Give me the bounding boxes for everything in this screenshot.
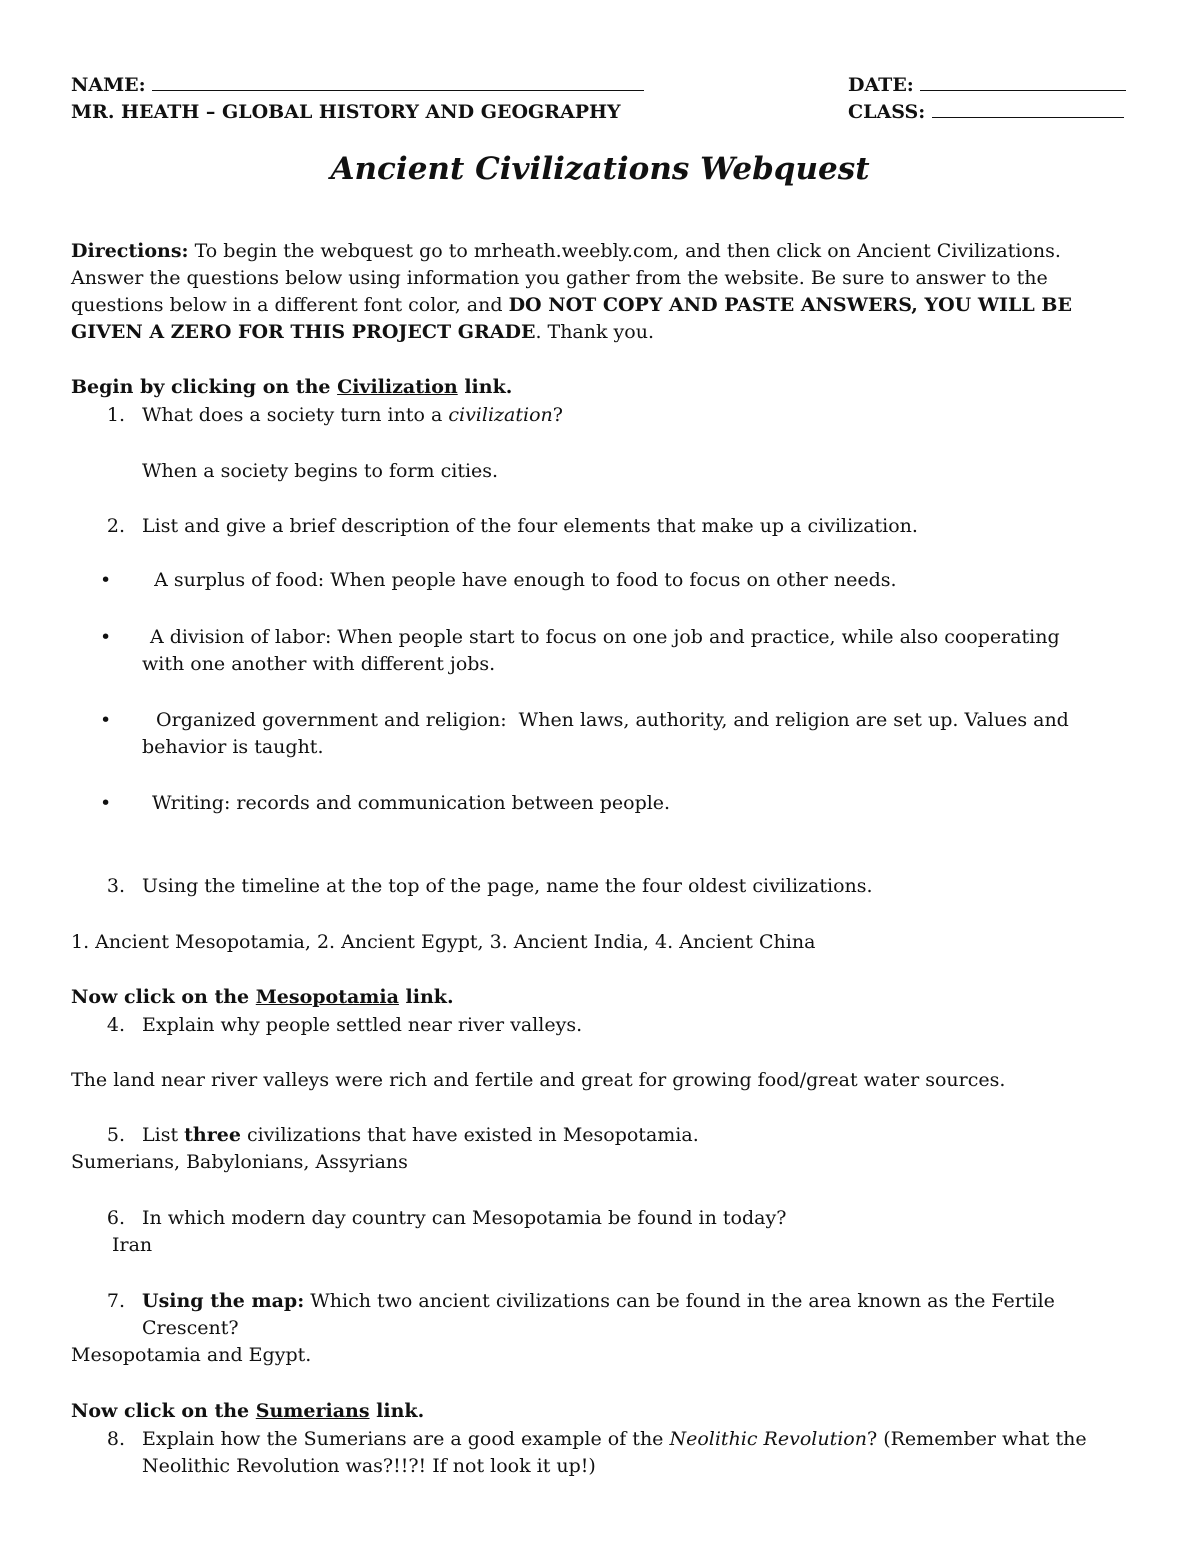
question-text-bold: Using the map:	[142, 1290, 305, 1312]
directions-line-2: Answer the questions below using information you gather from the website. Be sure to answer to the	[71, 267, 1048, 289]
question-text: Explain why people settled near river valleys.	[142, 1014, 583, 1036]
directions-line-3	[71, 292, 1072, 319]
bullet-icon: •	[100, 569, 112, 591]
question-text	[142, 1426, 1087, 1453]
bullet-icon: •	[100, 709, 112, 731]
answer-2-item-4: Writing: records and communication between people.	[152, 792, 671, 814]
question-number: 6.	[106, 1207, 125, 1229]
question-number: 8.	[106, 1428, 125, 1450]
mesopotamia-link[interactable]: Mesopotamia	[255, 986, 399, 1008]
question-text	[142, 1122, 699, 1149]
date-blank[interactable]	[920, 89, 1126, 91]
bullet-icon: •	[100, 626, 112, 648]
question-number: 7.	[106, 1290, 125, 1312]
directions-warning-2: GIVEN A ZERO FOR THIS PROJECT GRADE	[71, 321, 536, 343]
answer-5: Sumerians, Babylonians, Assyrians	[71, 1151, 408, 1173]
question-number: 5.	[106, 1124, 125, 1146]
answer-1: When a society begins to form cities.	[142, 460, 499, 482]
question-number: 4.	[106, 1014, 125, 1036]
directions-label: Directions:	[71, 240, 189, 262]
question-text-a: Explain how the Sumerians are a good example of the	[142, 1428, 670, 1450]
name-blank[interactable]	[152, 89, 644, 91]
section-heading-pre: Begin by clicking on the	[71, 376, 338, 398]
question-number: 3.	[106, 875, 125, 897]
answer-2-item-2: A division of labor: When people start to focus on one job and practice, while also cooperating	[150, 626, 1060, 648]
class-blank[interactable]	[932, 116, 1124, 118]
answer-6: Iran	[112, 1234, 153, 1256]
directions-text-4: . Thank you.	[535, 321, 654, 343]
section-heading-mesopotamia	[71, 984, 454, 1011]
answer-2-item-2-cont: with one another with different jobs.	[142, 653, 496, 675]
section-heading-pre: Now click on the	[71, 986, 256, 1008]
section-heading-sumerians	[71, 1398, 424, 1425]
section-heading-post: link.	[457, 376, 513, 398]
directions-text-3: questions below in a different font color, and	[71, 294, 509, 316]
question-text-b: civilizations that have existed in Mesopotamia.	[240, 1124, 699, 1146]
question-text-bold: three	[184, 1124, 241, 1146]
answer-3: 1. Ancient Mesopotamia, 2. Ancient Egypt, 3. Ancient India, 4. Ancient China	[71, 931, 816, 953]
question-text-a: Which two ancient civilizations can be found in the area known as the Fertile	[304, 1290, 1055, 1312]
question-text-b: ? (Remember what the	[866, 1428, 1087, 1450]
section-heading-civilization	[71, 374, 512, 401]
question-text-a: What does a society turn into a	[142, 404, 449, 426]
question-text: List and give a brief description of the four elements that make up a civilization.	[142, 515, 918, 537]
page-title: Ancient Civilizations Webquest	[330, 151, 870, 187]
civilization-link[interactable]: Civilization	[337, 376, 458, 398]
question-text-italic: Neolithic Revolution	[669, 1428, 867, 1450]
question-8-cont: Neolithic Revolution was?!!?! If not look it up!)	[142, 1455, 596, 1477]
class-label: CLASS:	[848, 101, 926, 123]
question-7-cont: Crescent?	[142, 1317, 239, 1339]
name-field	[71, 72, 644, 99]
question-number: 2.	[106, 515, 125, 537]
date-field	[848, 72, 1126, 99]
answer-2-item-3-cont: behavior is taught.	[142, 736, 324, 758]
section-heading-post: link.	[369, 1400, 425, 1422]
course-title: MR. HEATH – GLOBAL HISTORY AND GEOGRAPHY	[71, 101, 621, 123]
name-label: NAME:	[71, 74, 146, 96]
question-number: 1.	[106, 404, 125, 426]
question-text: In which modern day country can Mesopotamia be found in today?	[142, 1207, 787, 1229]
date-label: DATE:	[848, 74, 914, 96]
directions-warning-1: DO NOT COPY AND PASTE ANSWERS, YOU WILL BE	[508, 294, 1072, 316]
question-text	[142, 402, 563, 429]
directions-line-4	[71, 319, 654, 346]
answer-2-item-3: Organized government and religion: When laws, authority, and religion are set up. Values and	[150, 709, 1069, 731]
class-field	[848, 99, 1124, 126]
sumerians-link[interactable]: Sumerians	[255, 1400, 370, 1422]
answer-7: Mesopotamia and Egypt.	[71, 1344, 312, 1366]
question-text	[142, 1288, 1055, 1315]
bullet-icon: •	[100, 792, 112, 814]
section-heading-post: link.	[398, 986, 454, 1008]
question-text: Using the timeline at the top of the page, name the four oldest civilizations.	[142, 875, 873, 897]
question-text-b: ?	[552, 404, 563, 426]
answer-4: The land near river valleys were rich and fertile and great for growing food/great water sources.	[71, 1069, 1006, 1091]
question-text-a: List	[142, 1124, 185, 1146]
directions-text-1: To begin the webquest go to mrheath.weebly.com, and then click on Ancient Civilizations.	[188, 240, 1061, 262]
question-text-italic: civilization	[448, 404, 553, 426]
directions-line-1	[71, 238, 1061, 265]
section-heading-pre: Now click on the	[71, 1400, 256, 1422]
answer-2-item-1: A surplus of food: When people have enough to food to focus on other needs.	[142, 569, 897, 591]
